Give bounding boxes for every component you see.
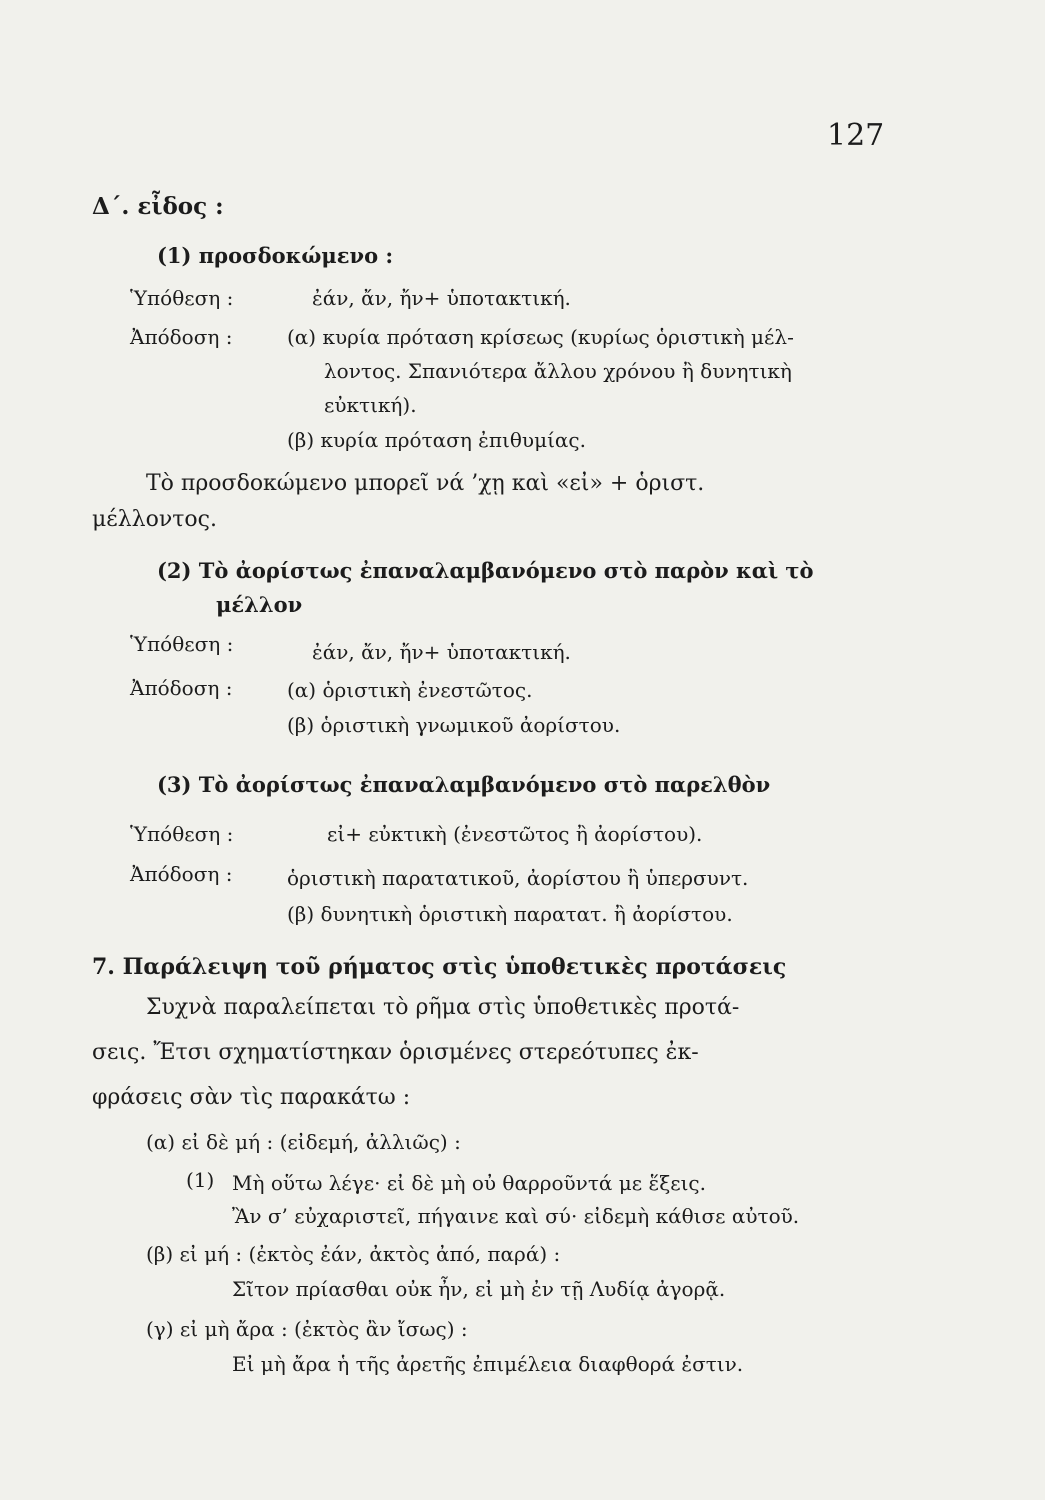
sub3-apodosis-label: Ἀπόδοση :: [130, 862, 233, 886]
sub3-hypothesis-text: εἰ+ εὐκτικὴ (ἐνεστῶτος ἢ ἀορίστου).: [327, 822, 703, 846]
sub1-apodosis-label: Ἀπόδοση :: [130, 325, 233, 349]
sub2-apodosis-b: (β) ὁριστικὴ γνωμικοῦ ἀορίστου.: [287, 713, 621, 737]
sub3-apodosis-a: ὁριστικὴ παρατατικοῦ, ἀορίστου ἢ ὑπερσυντ.: [287, 866, 749, 890]
section7-b-example: Σῖτον πρίασθαι οὐκ ἦν, εἰ μὴ ἐν τῇ Λυδίᾳ ἀγορᾷ.: [232, 1277, 726, 1301]
section7-b-heading: (β) εἰ μή : (ἐκτὸς ἐάν, ἀκτὸς ἀπό, παρά) :: [146, 1242, 561, 1266]
section7-intro-line1: Συχνὰ παραλείπεται τὸ ρῆμα στὶς ὑποθετικὲς προτά-: [146, 995, 740, 1020]
sub1-hypothesis-text: ἐάν, ἄν, ἤν+ ὑποτακτική.: [312, 286, 571, 310]
section7-a-heading: (α) εἰ δὲ μή : (εἰδεμή, ἀλλιῶς) :: [146, 1130, 461, 1154]
sub1-note-line2: μέλλοντος.: [92, 507, 217, 532]
sub2-apodosis-label: Ἀπόδοση :: [130, 676, 233, 700]
sub3-title: (3) Τὸ ἀορίστως ἐπαναλαμβανόμενο στὸ παρελθὸν: [157, 772, 771, 797]
section7-intro-line3: φράσεις σὰν τὶς παρακάτω :: [92, 1085, 411, 1110]
page-number: 127: [827, 118, 885, 153]
sub1-title: (1) προσδοκώμενο :: [157, 243, 394, 268]
sub1-note-line1: Τὸ προσδοκώμενο μπορεῖ νά ’χῃ καὶ «εἰ» + ὁριστ.: [146, 471, 705, 496]
sub2-apodosis-a: (α) ὁριστικὴ ἐνεστῶτος.: [287, 678, 533, 702]
sub1-apodosis-b: (β) κυρία πρόταση ἐπιθυμίας.: [287, 428, 586, 452]
sub1-hypothesis-label: Ὑπόθεση :: [130, 286, 234, 310]
sub2-hypothesis-text: ἐάν, ἄν, ἤν+ ὑποτακτική.: [312, 640, 571, 664]
section7-a-example-num: (1): [186, 1168, 215, 1192]
sub3-apodosis-b: (β) δυνητικὴ ὁριστικὴ παρατατ. ἢ ἀορίστου.: [287, 902, 733, 926]
sub1-apodosis-a-line1: (α) κυρία πρόταση κρίσεως (κυρίως ὁριστικὴ μέλ-: [287, 325, 794, 349]
sub1-apodosis-a-line3: εὐκτική).: [324, 393, 417, 417]
section7-a-example-modern: Ἂν σ’ εὐχαριστεῖ, πήγαινε καὶ σύ· εἰδεμὴ κάθισε αὐτοῦ.: [232, 1204, 800, 1228]
section7-c-heading: (γ) εἰ μὴ ἄρα : (ἐκτὸς ἂν ἴσως) :: [146, 1317, 468, 1341]
sub3-hypothesis-label: Ὑπόθεση :: [130, 822, 234, 846]
sub2-hypothesis-label: Ὑπόθεση :: [130, 632, 234, 656]
sub2-title-line1: (2) Τὸ ἀορίστως ἐπαναλαμβανόμενο στὸ παρὸν καὶ τὸ: [157, 558, 814, 583]
sub1-apodosis-a-line2: λοντος. Σπανιότερα ἄλλου χρόνου ἢ δυνητικὴ: [324, 359, 792, 383]
section7-c-example: Εἰ μὴ ἄρα ἡ τῆς ἀρετῆς ἐπιμέλεια διαφθορά ἐστιν.: [232, 1352, 744, 1376]
section-heading: Δ΄. εἶδος :: [92, 193, 224, 220]
sub2-title-line2: μέλλον: [216, 592, 303, 617]
section7-intro-line2: σεις. Ἔτσι σχηματίστηκαν ὁρισμένες στερεότυπες ἐκ-: [92, 1040, 699, 1065]
section7-title: 7. Παράλειψη τοῦ ρήματος στὶς ὑποθετικὲς προτάσεις: [92, 954, 787, 980]
section7-a-example-greek: Μὴ οὕτω λέγε· εἰ δὲ μὴ οὐ θαρροῦντά με ἕξεις.: [232, 1171, 706, 1195]
